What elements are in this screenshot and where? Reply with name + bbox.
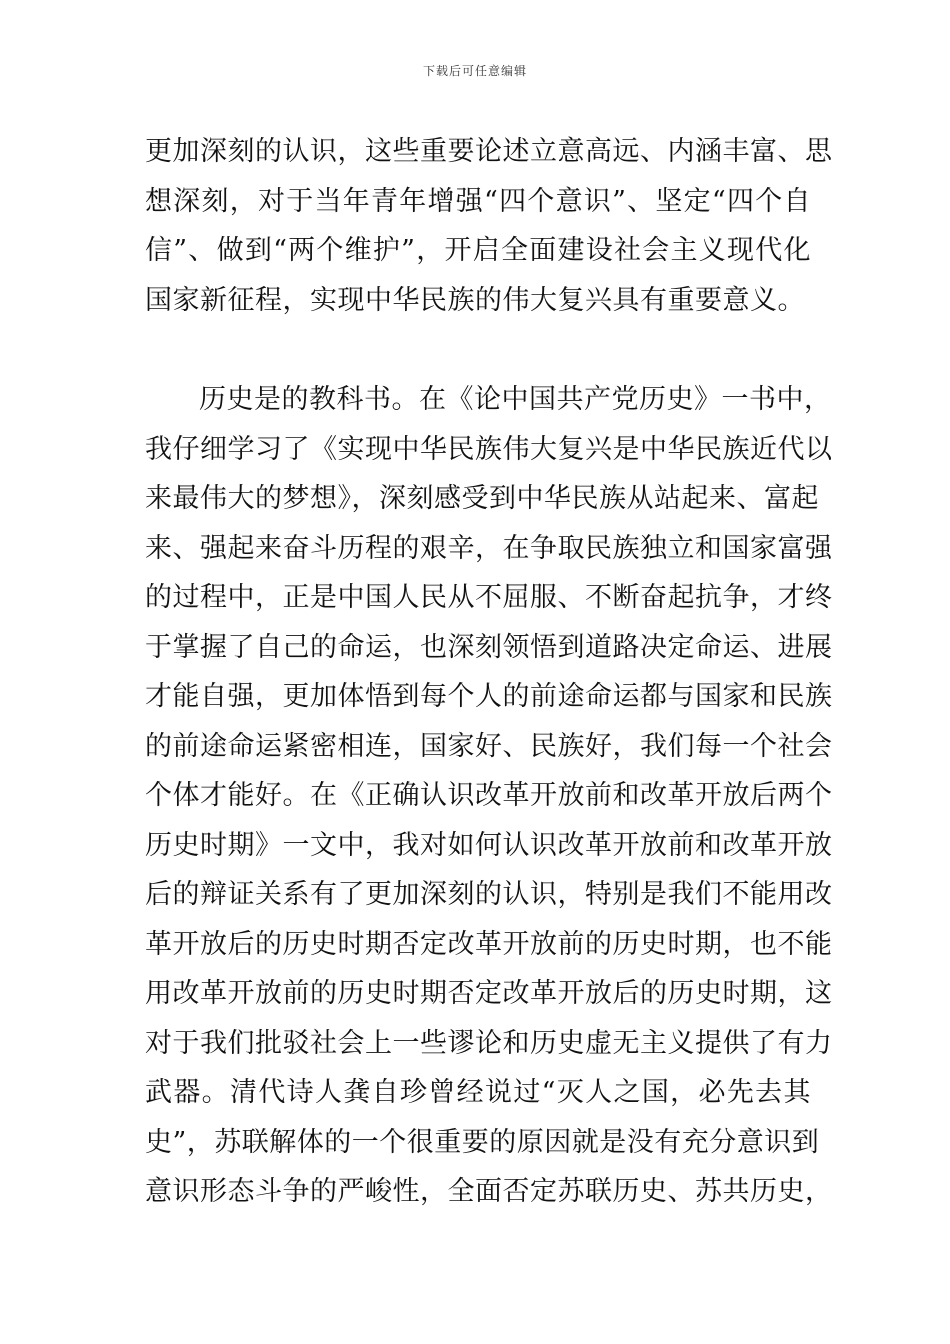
- text-line: 意识形态斗争的严峻性，全面否定苏联历史、苏共历史，: [145, 1176, 833, 1207]
- text-line: 革开放后的历史时期否定改革开放前的历史时期，也不能: [145, 928, 833, 960]
- text-line: 的过程中，正是中国人民从不屈服、不断奋起抗争，才终: [145, 582, 833, 613]
- text-line: 国家新征程，实现中华民族的伟大复兴具有重要意义。: [145, 284, 805, 316]
- text-line: 更加深刻的认识，这些重要论述立意高远、内涵丰富、思: [145, 136, 833, 167]
- text-line: 我仔细学习了《实现中华民族伟大复兴是中华民族近代以: [145, 433, 833, 465]
- text-line: 后的辩证关系有了更加深刻的认识，特别是我们不能用改: [145, 879, 833, 910]
- text-line: 用改革开放前的历史时期否定改革开放后的历史时期，这: [145, 978, 833, 1009]
- text-line: 才能自强，更加体悟到每个人的前途命运都与国家和民族: [145, 681, 833, 712]
- text-line: 的前途命运紧密相连，国家好、民族好，我们每一个社会: [145, 730, 833, 762]
- text-line: 个体才能好。在《正确认识改革开放前和改革开放后两个: [145, 780, 833, 811]
- paragraph-1: [145, 127, 833, 325]
- text-line: 历史是的教科书。在《论中国共产党历史》一书中，: [199, 384, 832, 415]
- text-line: 信”、做到“两个维护”，开启全面建设社会主义现代化: [145, 235, 811, 266]
- text-line: 史”，苏联解体的一个很重要的原因就是没有充分意识到: [145, 1126, 820, 1158]
- paragraph-2: [145, 375, 833, 1217]
- text-line: 于掌握了自己的命运，也深刻领悟到道路决定命运、进展: [145, 631, 833, 663]
- text-line: 历史时期》一文中，我对如何认识改革开放前和改革开放: [145, 829, 833, 861]
- text-line: 来、强起来奋斗历程的艰辛，在争取民族独立和国家富强: [145, 532, 833, 564]
- text-line: 武器。清代诗人龚自珍曾经说过“灭人之国，必先去其: [145, 1077, 811, 1108]
- text-line: 来最伟大的梦想》，深刻感受到中华民族从站起来、富起: [145, 483, 819, 514]
- page-header: 下载后可任意编辑: [422, 64, 527, 78]
- text-line: 对于我们批驳社会上一些谬论和历史虚无主义提供了有力: [145, 1027, 833, 1059]
- text-line: 想深刻，对于当年青年增强“四个意识”、坚定“四个自: [145, 185, 811, 217]
